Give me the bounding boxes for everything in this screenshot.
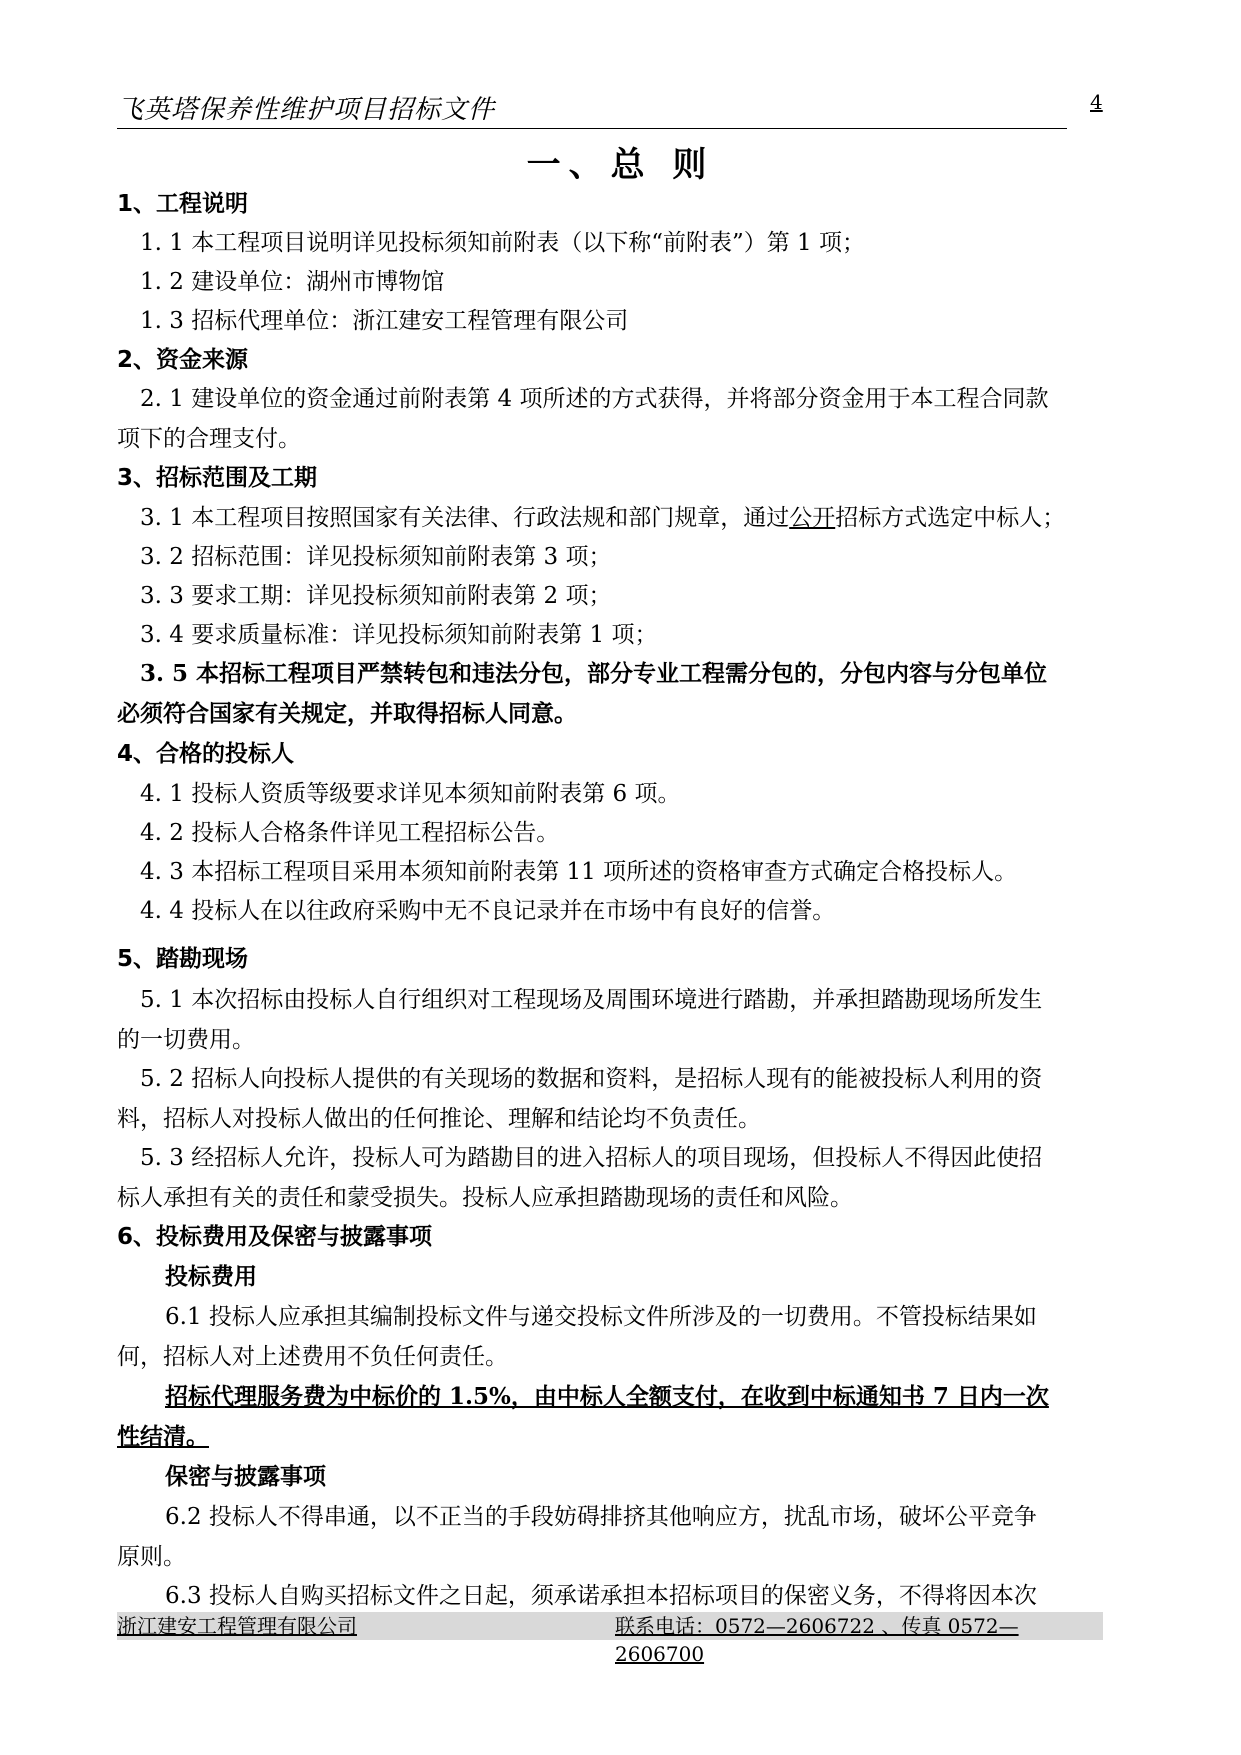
page-footer — [117, 1612, 1103, 1666]
page-header — [117, 92, 1067, 129]
section-heading: 6、投标费用及保密与披露事项 — [117, 1224, 433, 1250]
bold-underlined-line: 招标代理服务费为中标价的 1.5%，由中标人全额支付，在收到中标通知书 7 日内一次 — [165, 1383, 1049, 1410]
bold-paragraph-line: 必须符合国家有关规定，并取得招标人同意。 — [117, 700, 577, 727]
paragraph-line: 3. 2 招标范围：详见投标须知前附表第 3 项； — [140, 544, 612, 570]
paragraph-line — [140, 502, 1065, 534]
paragraph-line: 4. 2 投标人合格条件详见工程招标公告。 — [140, 820, 560, 846]
subsection-heading: 保密与披露事项 — [165, 1464, 326, 1490]
paragraph-line: 项下的合理支付。 — [117, 426, 301, 452]
bold-underlined-line: 性结清。 — [117, 1423, 209, 1450]
paragraph-line: 6.2 投标人不得串通，以不正当的手段妨碍排挤其他响应方，扰乱市场，破坏公平竞争 — [165, 1504, 1037, 1530]
paragraph-line: 4. 1 投标人资质等级要求详见本须知前附表第 6 项。 — [140, 781, 681, 807]
paragraph-line: 5. 1 本次招标由投标人自行组织对工程现场及周围环境进行踏勘，并承担踏勘现场所发生 — [140, 987, 1043, 1013]
section-heading: 2、资金来源 — [117, 347, 249, 373]
footer-company: 浙江建安工程管理有限公司 — [117, 1614, 357, 1638]
paragraph-line: 1. 1 本工程项目说明详见投标须知前附表（以下称“前附表”）第 1 项； — [140, 230, 865, 256]
paragraph-line: 6.3 投标人自购买招标文件之日起，须承诺承担本招标项目的保密义务，不得将因本次 — [165, 1583, 1037, 1609]
section-heading: 5、踏勘现场 — [117, 946, 249, 972]
paragraph-line: 4. 3 本招标工程项目采用本须知前附表第 11 项所述的资格审查方式确定合格投标人。 — [140, 859, 1018, 885]
paragraph-line: 2. 1 建设单位的资金通过前附表第 4 项所述的方式获得，并将部分资金用于本工程合同款 — [140, 386, 1049, 412]
paragraph-line: 3. 3 要求工期：详见投标须知前附表第 2 项； — [140, 583, 612, 609]
underlined-text: 公开 — [789, 505, 836, 531]
paragraph-line: 5. 2 招标人向投标人提供的有关现场的数据和资料，是招标人现有的能被投标人利用的资 — [140, 1066, 1043, 1092]
bold-paragraph-line: 3. 5 本招标工程项目严禁转包和违法分包，部分专业工程需分包的，分包内容与分包单位 — [140, 660, 1048, 687]
section-heading: 3、招标范围及工期 — [117, 465, 318, 491]
section-heading: 4、合格的投标人 — [117, 741, 295, 767]
text-run: 3. 1 本工程项目按照国家有关法律、行政法规和部门规章，通过 — [140, 505, 790, 531]
footer-contact: 联系电话：0572—2606722 、传真 0572—2606700 — [615, 1614, 1019, 1666]
paragraph-line: 料，招标人对投标人做出的任何推论、理解和结论均不负责任。 — [117, 1106, 761, 1132]
chapter-title: 一、总 则 — [526, 145, 715, 185]
paragraph-line: 标人承担有关的责任和蒙受损失。投标人应承担踏勘现场的责任和风险。 — [117, 1185, 853, 1211]
page-number: 4 — [1090, 90, 1103, 114]
paragraph-line: 1. 3 招标代理单位：浙江建安工程管理有限公司 — [140, 308, 629, 334]
paragraph-line: 4. 4 投标人在以往政府采购中无不良记录并在市场中有良好的信誉。 — [140, 898, 836, 924]
document-title: 飞英塔保养性维护项目招标文件 — [117, 95, 496, 125]
text-run: 招标方式选定中标人； — [835, 505, 1066, 531]
paragraph-line: 3. 4 要求质量标准：详见投标须知前附表第 1 项； — [140, 622, 658, 648]
paragraph-line: 1. 2 建设单位：湖州市博物馆 — [140, 269, 445, 295]
subsection-heading: 投标费用 — [165, 1264, 257, 1290]
paragraph-line: 5. 3 经招标人允许，投标人可为踏勘目的进入招标人的项目现场，但投标人不得因此使招 — [140, 1145, 1043, 1171]
paragraph-line: 的一切费用。 — [117, 1027, 255, 1053]
paragraph-line: 何，招标人对上述费用不负任何责任。 — [117, 1344, 508, 1370]
paragraph-line: 6.1 投标人应承担其编制投标文件与递交投标文件所涉及的一切费用。不管投标结果如 — [165, 1304, 1037, 1330]
section-heading: 1、工程说明 — [117, 191, 249, 217]
paragraph-line: 原则。 — [117, 1544, 186, 1570]
